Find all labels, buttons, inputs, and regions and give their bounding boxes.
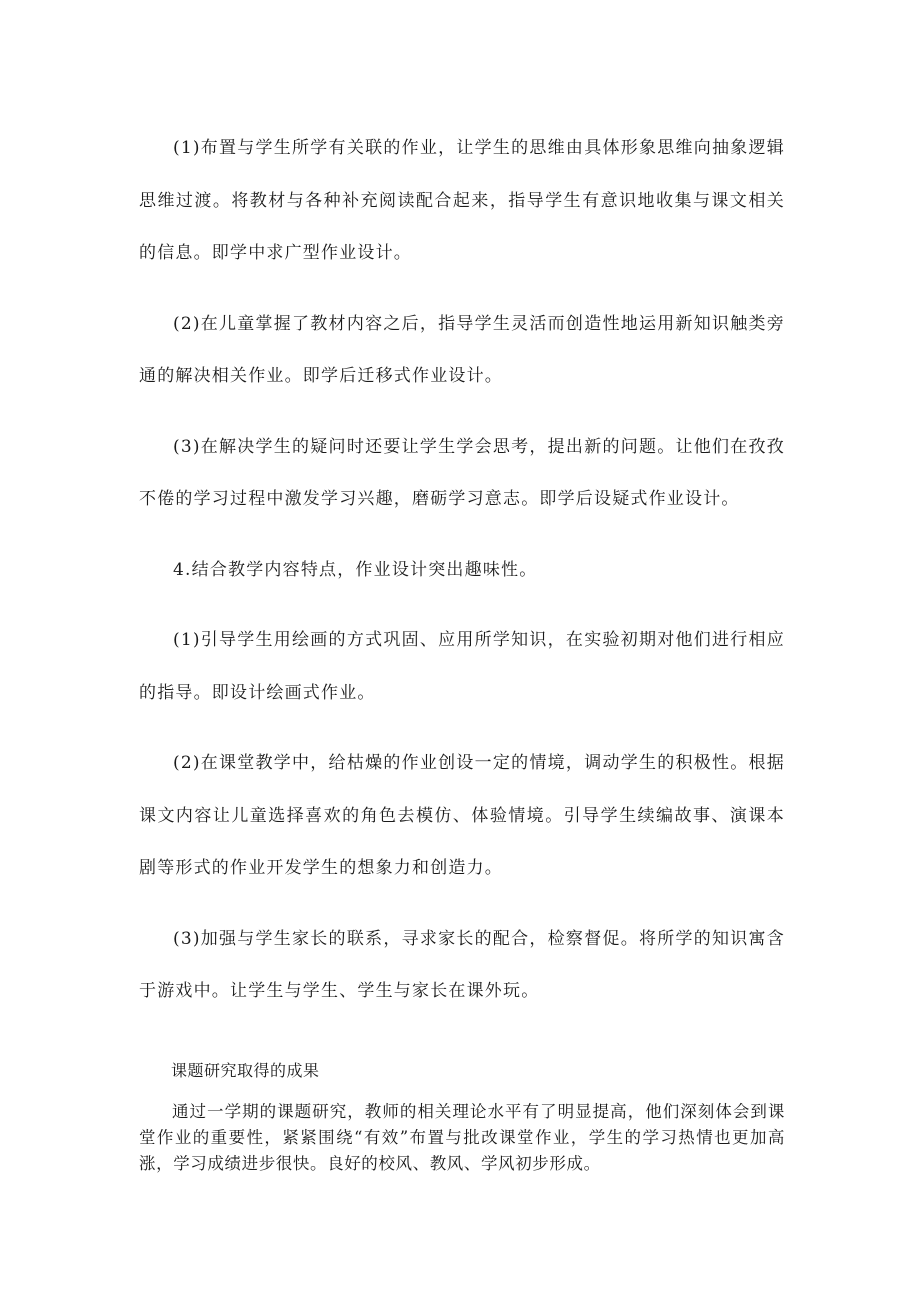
- section-heading: 课题研究取得的成果: [171, 1060, 320, 1080]
- paragraph-spacer: [139, 895, 785, 913]
- paragraph-family-homework: (3)加强与学生家长的联系，寻求家长的配合，检察督促。将所学的知识寓含于游戏中。让学生与学生、学生与家长在课外玩。: [139, 928, 785, 1001]
- section-spacer: [139, 1018, 785, 1058]
- paragraph-drawing-homework: (1)引导学生用绘画的方式巩固、应用所学知识，在实验初期对他们进行相应的指导。即设计绘画式作业。: [139, 630, 785, 703]
- paragraph-spacer: [139, 280, 785, 298]
- paragraph-spacer: [139, 596, 785, 614]
- heading-spacer: [139, 1084, 785, 1099]
- paragraph-questioning-homework: (3)在解决学生的疑问时还要让学生学会思考，提出新的问题。让他们在孜孜不倦的学习过程中激发学习兴趣，磨砺学习意志。即学后设疑式作业设计。: [139, 436, 785, 509]
- paragraph-spacer: [139, 719, 785, 737]
- paragraph-spacer: [139, 526, 785, 544]
- document-body: [139, 122, 785, 1177]
- paragraph-transfer-homework: (2)在儿童掌握了教材内容之后，指导学生灵活而创造性地运用新知识触类旁通的解决相关作业。即学后迁移式作业设计。: [139, 313, 785, 386]
- paragraph-spacer: [139, 403, 785, 421]
- paragraph-broad-homework: (1)布置与学生所学有关联的作业，让学生的思维由具体形象思维向抽象逻辑思维过渡。将教材与各种补充阅读配合起来，指导学生有意识地收集与课文相关的信息。即学中求广型作业设计。: [139, 138, 785, 263]
- paragraph-situation-homework: (2)在课堂教学中，给枯燥的作业创设一定的情境，调动学生的积极性。根据课文内容让儿童选择喜欢的角色去模仿、体验情境。引导学生续编故事、演课本剧等形式的作业开发学生的想象力和创造力。: [139, 753, 785, 878]
- summary-paragraph: 通过一学期的课题研究，教师的相关理论水平有了明显提高，他们深刻体会到课堂作业的重要性，紧紧围绕“有效”布置与批改课堂作业，学生的学习热情也更加高涨，学习成绩进步很快。良好的校风、教风、学风初步形成。: [139, 1101, 785, 1173]
- section-item-interest: 4.结合教学内容特点，作业设计突出趣味性。: [173, 559, 538, 580]
